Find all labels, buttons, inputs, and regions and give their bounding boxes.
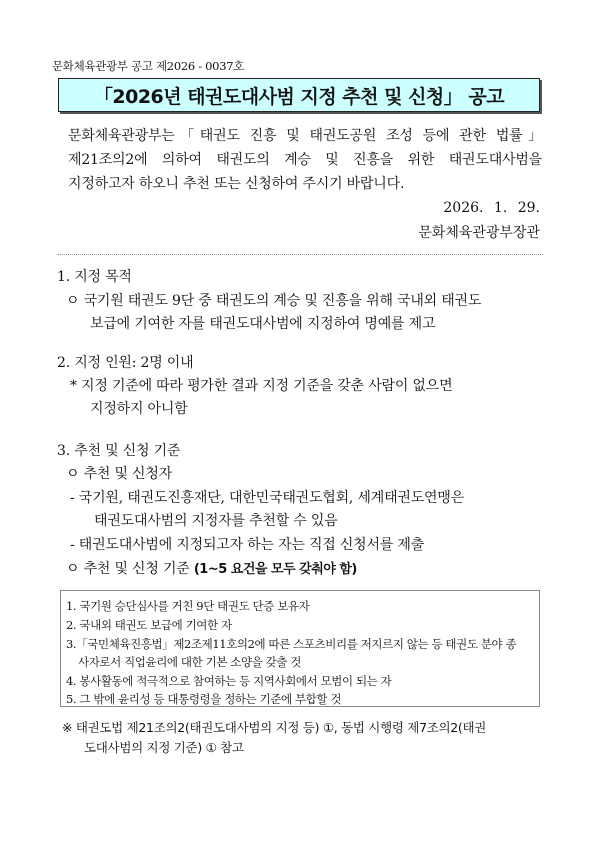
notice-date: 2026. 1. 29. — [443, 200, 540, 216]
criteria-note: (1~5 요건을 모두 갖춰야 함) — [193, 562, 357, 577]
criteria-item: 2. 국내외 태권도 보급에 기여한 자 — [66, 618, 232, 632]
dotted-divider — [57, 254, 543, 255]
notice-number: 문화체육관광부 공고 제2026 - 0037호 — [52, 59, 245, 73]
intro-line: 지정하고자 하오니 추천 또는 신청하여 주시기 바랍니다. — [68, 176, 405, 192]
page-title: 「2026년 태권도대사범 지정 추천 및 신청」 공고 — [93, 85, 505, 108]
section-heading-3: 3. 추천 및 신청 기준 — [57, 443, 181, 459]
intro-line: 문화체육관광부는「태권도 진흥 및 태권도공원 조성 등에 관한 법률」 — [68, 128, 542, 144]
section-3-line: ㅇ 추천 및 신청자 — [66, 466, 173, 482]
section-3-line — [66, 558, 357, 578]
criteria-item: 4. 봉사활동에 적극적으로 참여하는 등 지역사회에서 모범이 되는 자 — [66, 674, 392, 688]
section-1-line: ㅇ 국기원 태권도 9단 중 태권도의 계승 및 진흥을 위해 국내외 태권도 — [66, 293, 482, 309]
section-3-line: - 태권도대사범에 지정되고자 하는 자는 직접 신청서를 제출 — [70, 537, 425, 553]
section-3-line: - 국기원, 태권도진흥재단, 대한민국태권도협회, 세계태권도연맹은 — [70, 490, 465, 506]
section-heading-1: 1. 지정 목적 — [57, 269, 132, 285]
criteria-item: 3.「국민체육진흥법」제2조제11호의2에 따른 스포츠비리를 저지르지 않는 등 태권도 분야 종 — [66, 637, 517, 651]
intro-paragraph — [68, 124, 542, 196]
section-heading-2: 2. 지정 인원: 2명 이내 — [57, 355, 194, 371]
intro-line: 제21조의2에 의하여 태권도의 계승 및 진흥을 위한 태권도대사범을 — [68, 152, 542, 168]
title-box — [58, 78, 540, 112]
issuer: 문화체육관광부장관 — [418, 225, 540, 241]
criteria-item: 5. 그 밖에 윤리성 등 대통령령을 정하는 기준에 부합할 것 — [66, 692, 342, 706]
section-1-line: 보급에 기여한 자를 태권도대사범에 지정하여 명예를 제고 — [90, 316, 436, 332]
footnote-line: 도대사범의 지정 기준) ① 참고 — [84, 740, 244, 755]
section-2-line: * 지정 기준에 따라 평가한 결과 지정 기준을 갖춘 사람이 없으면 — [70, 378, 453, 394]
criteria-heading: ㅇ 추천 및 신청 기준 — [66, 561, 190, 577]
criteria-item: 1. 국기원 승단심사를 거친 9단 태권도 단증 보유자 — [66, 599, 310, 613]
section-2-line: 지정하지 아니함 — [90, 401, 188, 417]
section-3-line: 태권도대사범의 지정자를 추천할 수 있음 — [94, 513, 338, 529]
footnote-line: ※ 태권도법 제21조의2(태권도대사범의 지정 등) ①, 동법 시행령 제7조의2(태권 — [62, 720, 487, 735]
criteria-item-cont: 사자로서 직업윤리에 대한 기본 소양을 갖출 것 — [78, 655, 302, 669]
